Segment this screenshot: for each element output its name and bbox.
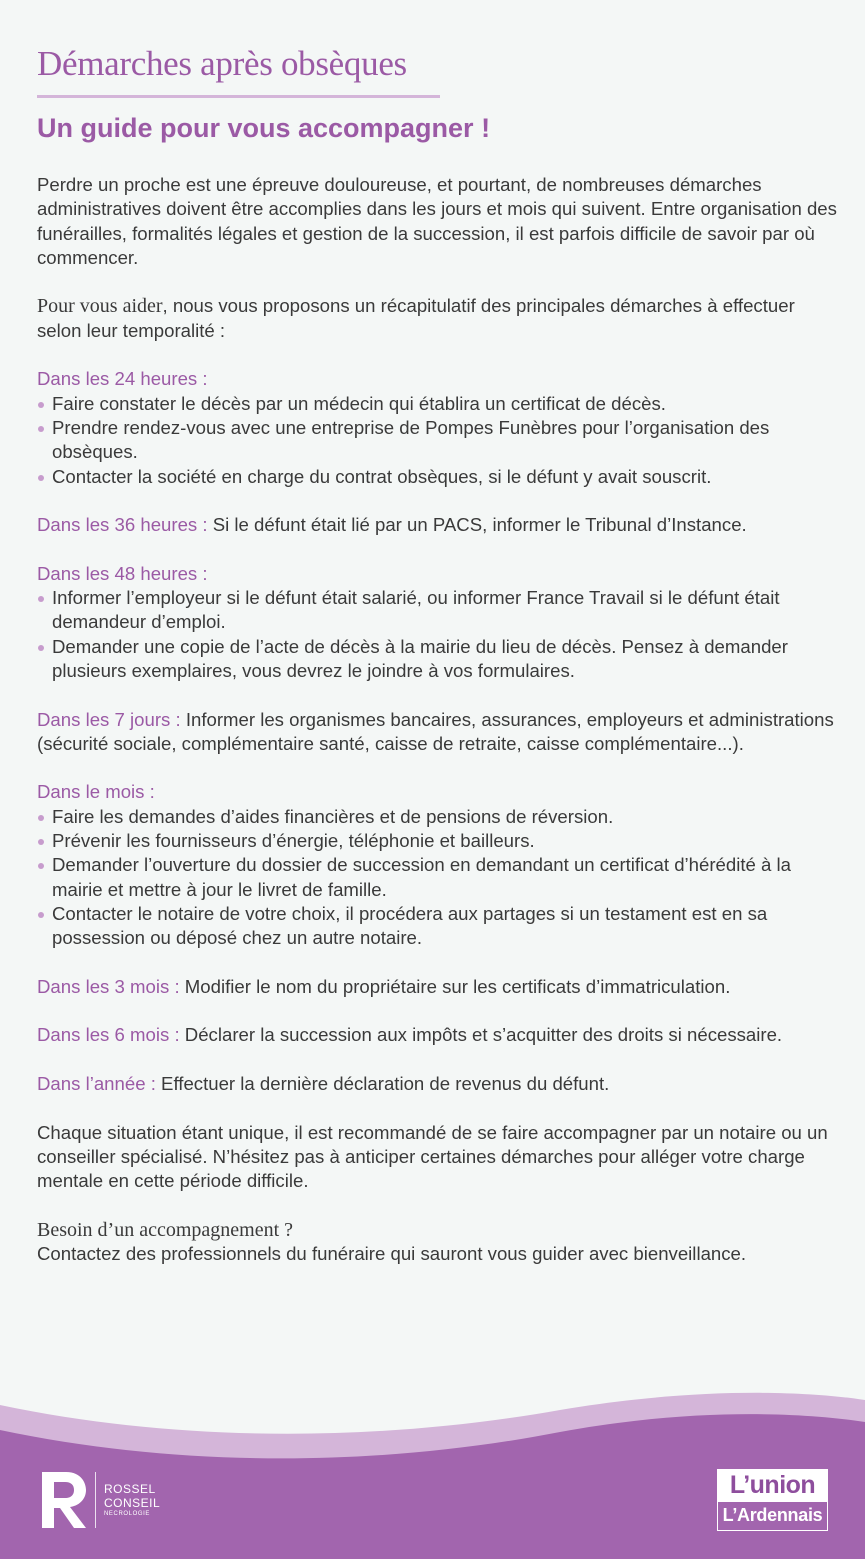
intro-paragraph: Perdre un proche est une épreuve douloureuse, et pourtant, de nombreuses démarches administratives doivent être accomplies dans les jours et mois qui suivent. Entre organisation des funérailles, formalités légales et gestion de la succession, il est parfois difficile de savoir par où commencer. [37,174,837,268]
section-7-jours [37,708,837,757]
logo-divider [95,1472,96,1528]
lardennais-logo: L’Ardennais [717,1501,828,1531]
section-text: Effectuer la dernière déclaration de revenus du défunt. [155,1072,610,1094]
list-item: Demander l’ouverture du dossier de succession en demandant un certificat d’hérédité à la mairie et mettre à jour le livret de famille. [37,853,837,902]
list-item: Contacter la société en charge du contrat obsèques, si le défunt y avait souscrit. [37,465,837,489]
section-24h [37,367,837,488]
article-body [37,173,837,1266]
list-item: Informer l’employeur si le défunt était salarié, ou informer France Travail si le défunt était demandeur d’emploi. [37,586,837,635]
list-item: Prendre rendez-vous avec une entreprise de Pompes Funèbres pour l’organisation des obsèques. [37,416,837,465]
page-subtitle: Un guide pour vous accompagner ! [37,113,491,143]
list-item: Prévenir les fournisseurs d’énergie, téléphonie et bailleurs. [37,829,837,853]
section-label: Dans le mois : [37,781,155,803]
section-label: Dans l’année : [37,1072,156,1094]
section-mois [37,780,837,950]
section-label: Dans les 6 mois : [37,1024,180,1046]
list-item: Faire constater le décès par un médecin qui établira un certificat de décès. [37,392,837,416]
section-label: Dans les 3 mois : [37,975,180,997]
section-label: Dans les 7 jours : [37,708,181,730]
newspaper-logo [717,1469,828,1531]
section-36h [37,513,837,537]
contact-heading: Besoin d’un accompagnement ? [37,1218,294,1241]
bullet-list [37,392,837,489]
list-item: Contacter le notaire de votre choix, il procédera aux partages si un testament est en sa possession ou déposé chez un autre notaire. [37,902,837,951]
section-text: Si le défunt était lié par un PACS, informer le Tribunal d’Instance. [207,514,747,536]
page-title: Démarches après obsèques [37,44,407,83]
help-paragraph [37,294,837,343]
section-text: Modifier le nom du propriétaire sur les certificats d’immatriculation. [179,975,731,997]
section-label: Dans les 36 heures : [37,514,208,536]
logo-line: ROSSEL [104,1482,156,1496]
title-divider [37,95,440,98]
logo-line: CONSEIL [104,1495,161,1510]
help-text: , nous vous proposons un récapitulatif des principales démarches à effectuer selon leur temporalité : [37,295,795,341]
section-3-mois [37,975,837,999]
list-item: Faire les demandes d’aides financières et de pensions de réversion. [37,805,837,829]
help-lead: Pour vous aider [37,295,163,318]
bullet-list [37,586,837,683]
rossel-conseil-logo [104,1483,160,1518]
lunion-logo: L’union [717,1469,828,1501]
logo-line: NECROLOGIE [104,1511,151,1517]
section-text: Déclarer la succession aux impôts et s’acquitter des droits si nécessaire. [179,1024,783,1046]
section-text: Informer les organismes bancaires, assurances, employeurs et administrations (sécurité sociale, complémentaire santé, caisse de retraite, caisse complémentaire...). [37,708,834,754]
contact-text: Contactez des professionnels du funéraire qui sauront vous guider avec bienveillance. [37,1243,747,1265]
rossel-r-logo-icon [40,1470,90,1530]
section-48h [37,562,837,683]
list-item: Demander une copie de l’acte de décès à la mairie du lieu de décès. Pensez à demander plusieurs exemplaires, vous devrez le joindre à vos formulaires. [37,635,837,684]
section-label: Dans les 48 heures : [37,562,208,584]
section-6-mois [37,1023,837,1047]
bullet-list [37,805,837,951]
section-annee [37,1072,837,1096]
closing-paragraph: Chaque situation étant unique, il est recommandé de se faire accompagner par un notaire ou un conseiller spécialisé. N’hésitez pas à anticiper certaines démarches pour alléger votre charge mentale en cette période difficile. [37,1121,828,1192]
section-label: Dans les 24 heures : [37,368,208,390]
